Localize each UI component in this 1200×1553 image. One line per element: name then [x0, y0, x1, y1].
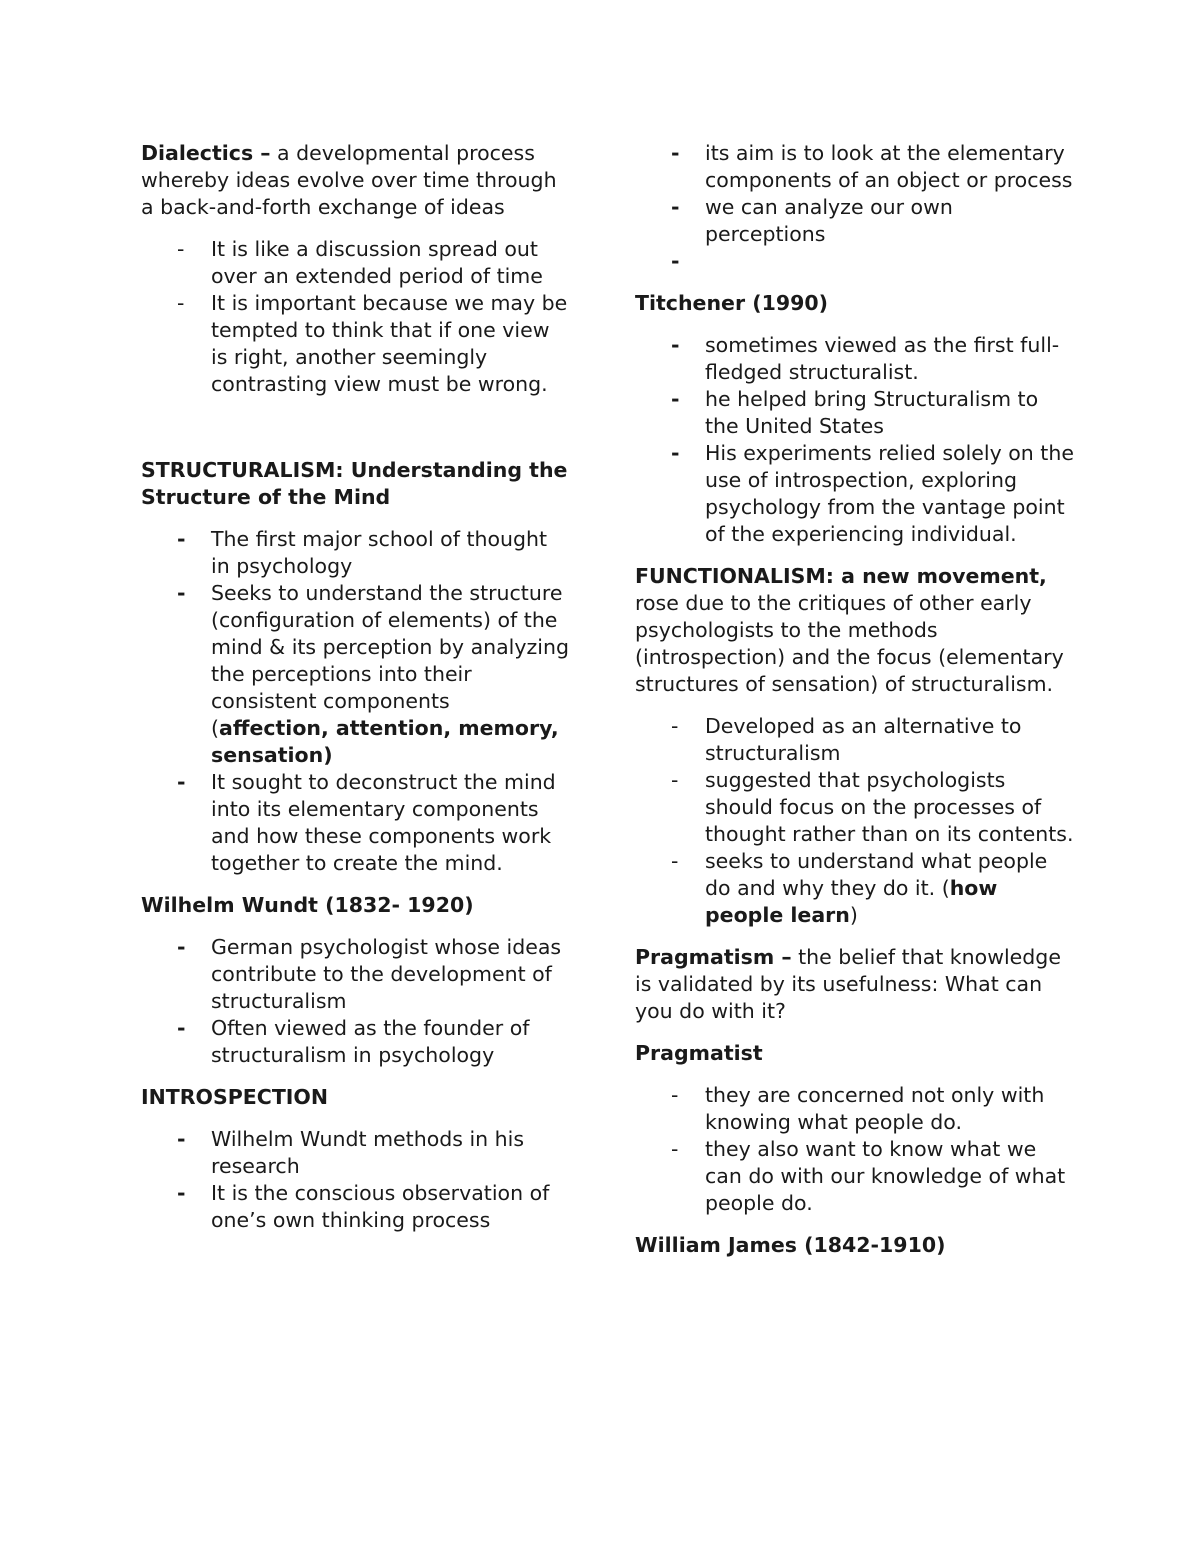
list-item: - German psychologist whose ideas contribute to the development of structuralism	[177, 935, 562, 1013]
list-item: - It is the conscious observation of one’s own thinking process	[177, 1181, 550, 1232]
list-item: -	[671, 249, 680, 273]
functionalism-definition: FUNCTIONALISM: a new movement, rose due to the critiques of other early psychologists to the methods (introspection) and the focus (elementary structures of sensation) of structuralism.	[635, 564, 1064, 696]
list-item: - he helped bring Structuralism to the United States	[671, 387, 1039, 438]
list-item: - its aim is to look at the elementary components of an object or process	[671, 141, 1073, 192]
list-item: - Seeks to understand the structure (configuration of elements) of the mind & its perception by analyzing the perceptions into their consistent components (affection, attention, memory, sensation)	[177, 581, 569, 767]
spacer	[141, 413, 571, 457]
list-item: - they also want to know what we can do with our knowledge of what people do.	[671, 1137, 1066, 1215]
list-item: - sometimes viewed as the first full-fledged structuralist.	[671, 333, 1060, 384]
pragmatism-term: Pragmatism –	[635, 945, 792, 969]
list-item: - we can analyze our own perceptions	[671, 195, 953, 246]
wundt-heading: Wilhelm Wundt (1832- 1920)	[141, 893, 474, 917]
list-item: - Wilhelm Wundt methods in his research	[177, 1127, 525, 1178]
pragmatist-list	[635, 1082, 1075, 1217]
list-item: - they are concerned not only with knowing what people do.	[671, 1083, 1045, 1134]
structuralism-continued-list	[635, 140, 1075, 275]
list-item: - His experiments relied solely on the use of introspection, exploring psychology from the vantage point of the experiencing individual.	[671, 441, 1074, 546]
list-item: - It is like a discussion spread out over an extended period of time	[177, 237, 543, 288]
list-item: - It is important because we may be tempted to think that if one view is right, another seemingly contrasting view must be wrong.	[177, 291, 568, 396]
list-item: - Developed as an alternative to structuralism	[671, 714, 1022, 765]
pragmatist-heading: Pragmatist	[635, 1041, 763, 1065]
list-item: - The first major school of thought in psychology	[177, 527, 548, 578]
pragmatism-definition: Pragmatism – the belief that knowledge is validated by its usefulness: What can you do with it?	[635, 945, 1061, 1023]
wundt-list	[141, 934, 571, 1069]
list-item: - Often viewed as the founder of structuralism in psychology	[177, 1016, 530, 1067]
left-column	[141, 140, 571, 1249]
functionalism-term: FUNCTIONALISM: a new movement,	[635, 564, 1047, 588]
titchener-list	[635, 332, 1075, 548]
list-item: - seeks to understand what people do and why they do it. (how people learn)	[671, 849, 1048, 927]
list-item: - It sought to deconstruct the mind into its elementary components and how these components work together to create the mind.	[177, 770, 556, 875]
james-heading: William James (1842-1910)	[635, 1233, 946, 1257]
structuralism-heading: STRUCTURALISM: Understanding the Structure of the Mind	[141, 458, 568, 509]
list-item: - suggested that psychologists should focus on the processes of thought rather than on its contents.	[671, 768, 1074, 846]
right-column	[635, 140, 1075, 1274]
structuralism-list	[141, 526, 571, 877]
functionalism-list	[635, 713, 1075, 929]
titchener-heading: Titchener (1990)	[635, 291, 828, 315]
dialectics-list	[141, 236, 571, 398]
introspection-list	[141, 1126, 571, 1234]
dialectics-definition: Dialectics – a developmental process whereby ideas evolve over time through a back-and-forth exchange of ideas	[141, 141, 557, 219]
dialectics-term: Dialectics –	[141, 141, 271, 165]
introspection-heading: INTROSPECTION	[141, 1085, 329, 1109]
